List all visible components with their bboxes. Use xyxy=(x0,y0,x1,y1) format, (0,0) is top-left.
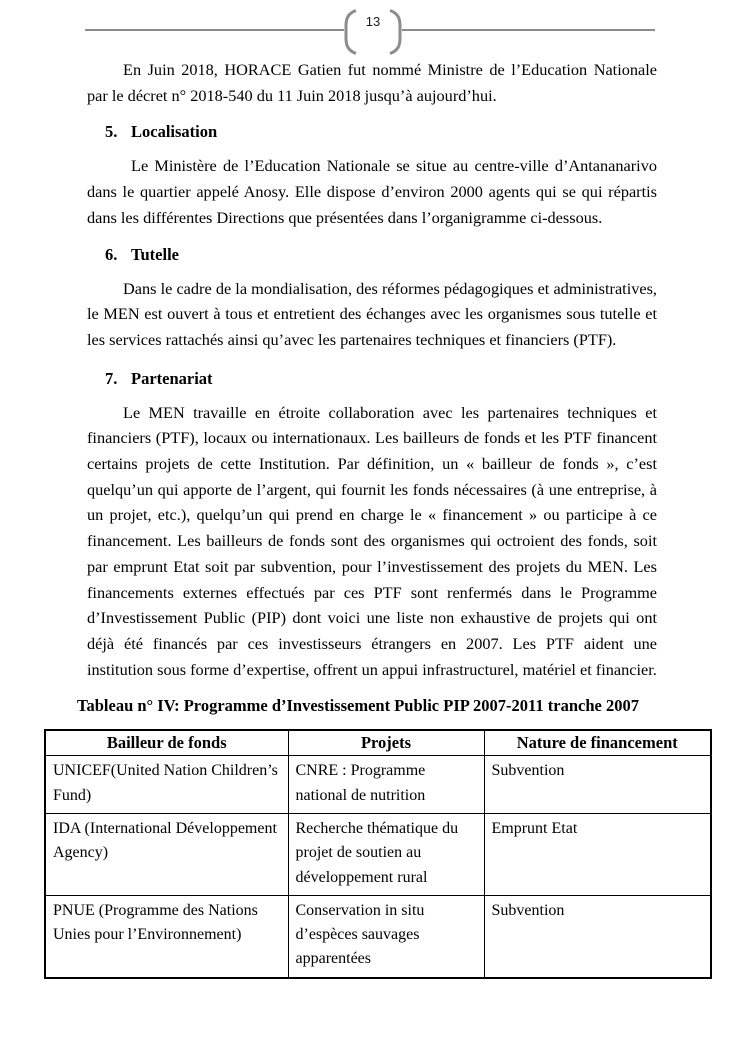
cell-projet: CNRE : Programme national de nutrition xyxy=(288,756,484,814)
heading-number: 7. xyxy=(105,368,118,388)
tutelle-paragraph: Dans le cadre de la mondialisation, des réformes pédagogiques et administratives, le MEN est ouvert à tous et entretient des échanges avec les organismes sous tutelle et les services rattachés ainsi qu’avec les partenaires techniques et financiers (PTF). xyxy=(87,278,657,349)
document-content xyxy=(53,57,678,979)
cell-nature: Subvention xyxy=(484,756,711,814)
heading-localisation xyxy=(105,119,657,145)
heading-number: 5. xyxy=(105,122,118,142)
table-header-row xyxy=(45,730,711,756)
column-header-bailleur: Bailleur de fonds xyxy=(45,730,288,756)
localisation-paragraph: Le Ministère de l’Education Nationale se situe au centre-ville d’Antananarivo dans le quartier appelé Anosy. Elle dispose d’environ 2000 agents qui se qui répartis dans les différentes Directions que présentées dans l’organigramme ci-dessous. xyxy=(87,156,657,227)
header-rule-left xyxy=(85,29,344,31)
cell-projet: Conservation in situ d’espèces sauvages apparentées xyxy=(288,895,484,977)
pip-table xyxy=(44,729,712,978)
page-number-bracket-right-icon xyxy=(388,9,404,55)
heading-label: Localisation xyxy=(131,122,218,142)
header-rule-right xyxy=(402,29,655,31)
column-header-nature: Nature de financement xyxy=(484,730,711,756)
cell-bailleur: IDA (International Développement Agency) xyxy=(45,813,288,895)
cell-nature: Emprunt Etat xyxy=(484,813,711,895)
table-row xyxy=(45,895,711,977)
table-row xyxy=(45,756,711,814)
heading-label: Partenariat xyxy=(131,368,213,388)
cell-projet: Recherche thématique du projet de soutien au développement rural xyxy=(288,813,484,895)
column-header-projets: Projets xyxy=(288,730,484,756)
page-number: 13 xyxy=(365,14,381,29)
heading-number: 6. xyxy=(105,244,118,264)
table-row xyxy=(45,813,711,895)
cell-bailleur: UNICEF(United Nation Children’s Fund) xyxy=(45,756,288,814)
partenariat-paragraph: Le MEN travaille en étroite collaboration avec les partenaires techniques et financiers (PTF), locaux ou internationaux. Les bailleurs de fonds et les PTF financent certains projets de cette Institution. Par définition, un « bailleur de fonds », c’est quelqu’un qui apporte de l’argent, qui fournit les fonds nécessaires (à une entreprise, à un projet, etc.), quelqu’un qui prend en charge le « financement » ou participe à ce financement. Les bailleurs de fonds sont des organismes qui octroient des fonds, soit par emprunt Etat soit par subvention, pour l’investissement des projets du MEN. Les financements externes effectués par ces PTF sont renfermés dans le Programme d’Investissement Public (PIP) dont voici une liste non exhaustive de projets qui ont déjà été financés par ces investisseurs étrangers en 2007. Les PTF aident une institution sous forme d’expertise, offrent un appui infrastructurel, matériel et financier. xyxy=(87,402,657,679)
heading-tutelle xyxy=(105,242,657,268)
cell-nature: Subvention xyxy=(484,895,711,977)
table-caption: Tableau n° IV: Programme d’Investissement Public PIP 2007-2011 tranche 2007 xyxy=(77,696,639,716)
intro-paragraph: En Juin 2018, HORACE Gatien fut nommé Ministre de l’Education Nationale par le décret n° 2018-540 du 11 Juin 2018 jusqu’à aujourd’hui. xyxy=(87,60,657,105)
heading-label: Tutelle xyxy=(131,244,179,264)
heading-partenariat xyxy=(105,366,657,392)
cell-bailleur: PNUE (Programme des Nations Unies pour l’Environnement) xyxy=(45,895,288,977)
